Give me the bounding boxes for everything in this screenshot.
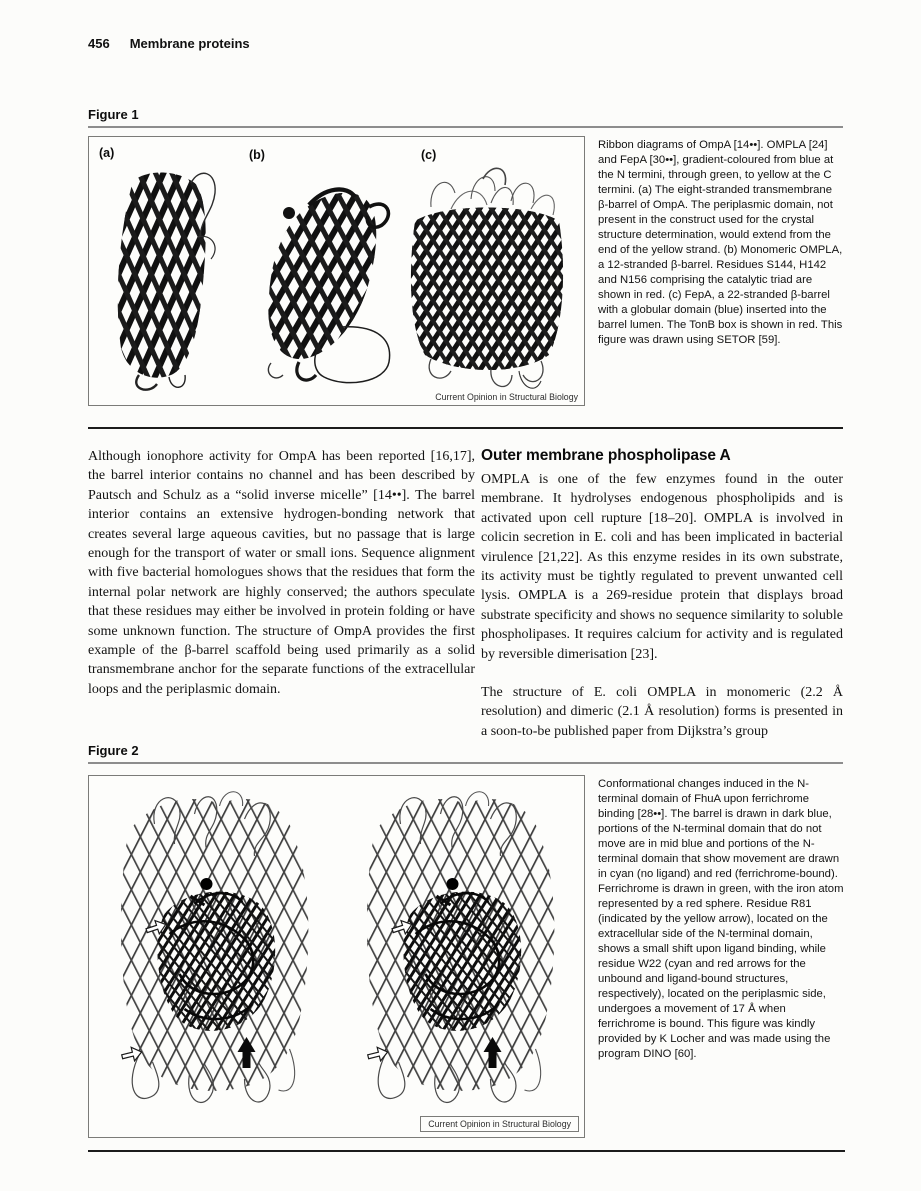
panel-label-c: (c)	[421, 148, 437, 162]
body-paragraph-ompla-1: OMPLA is one of the few enzymes found in the outer membrane. It hydrolyses endogenous phospholipids and is activated upon cell rupture [18–20]. OMPLA is involved in colicin secretion in E. coli and has been implicated in bacterial virulence [21,22]. As this enzyme resides in its own substrate, its activity must be tightly regulated to prevent unwanted cell lysis. OMPLA is a 269-residue protein that displays broad substrate specificity and shows no sequence similarity to soluble phospholipases. It requires calcium for activity and is regulated by reversible dimerisation [23].	[481, 472, 843, 662]
fepa-ribbon-diagram	[391, 159, 573, 397]
figure2-rule	[88, 762, 843, 764]
body-right-column	[481, 447, 843, 741]
running-head	[88, 36, 250, 51]
panel-label-a: (a)	[99, 146, 115, 160]
figure2-journal-credit: Current Opinion in Structural Biology	[420, 1116, 579, 1132]
iron-atom-sphere	[201, 878, 213, 890]
section-divider-bottom	[88, 1150, 845, 1152]
figure1-label: Figure 1	[88, 107, 139, 122]
section-heading-ompla: Outer membrane phospholipase A	[481, 447, 731, 464]
ompla-ribbon-diagram	[241, 177, 401, 392]
figure2-box	[88, 775, 585, 1138]
figure1-rule	[88, 126, 843, 128]
figure2-caption: Conformational changes induced in the N-terminal domain of FhuA upon ferrichrome binding [28••]. The barrel is drawn in dark blue, portions of the N-terminal domain that do not move are in mid blue and portions of the N-terminal domain that show movement are drawn in cyan (no ligand) and red (ferrichrome-bound). Ferrichrome is drawn in green, with the iron atom represented by a red sphere. Residue R81 (indicated by the yellow arrow), located on the extracellular side of the N-terminal domain, shows a small shift upon ligand binding, while residue W22 (cyan and red arrows for the unbound and ligand-bound structures, respectively), located on the periplasmic side, undergoes a movement of 17 Å when ferrichrome is bound. This figure was kindly provided by K Locher and was made using the program DINO [60].	[598, 778, 844, 1060]
panel-label-b: (b)	[249, 148, 265, 162]
page-number: 456	[88, 36, 110, 51]
figure2-label: Figure 2	[88, 743, 139, 758]
ompa-ribbon-diagram	[99, 163, 237, 395]
figure1-journal-credit: Current Opinion in Structural Biology	[435, 392, 578, 402]
section-divider-top	[88, 427, 843, 429]
figure1-box	[88, 136, 585, 406]
running-title: Membrane proteins	[129, 36, 250, 51]
body-left-column	[88, 447, 475, 699]
fhua-stereo-left	[93, 784, 331, 1114]
body-paragraph-ompa: Although ionophore activity for OmpA has been reported [16,17], the barrel interior contains no channel and has been described by Pautsch and Schulz as a “solid inverse micelle” [14••]. The barrel interior contains an extensive hydrogen-bonding network that creates several large aqueous cavities, but no passage that is large enough for the transport of water or small ions. Sequence alignment with five bacterial homologues shows that the residues that form the internal polar network are highly conserved; the authors speculate that these residues may either be involved in protein folding or have some unknown function. The structure of OmpA provides the first example of the β-barrel scaffold being used primarily as a solid transmembrane anchor for the separate functions of the extracellular loops and the periplasmic domain.	[88, 449, 475, 697]
figure1-caption: Ribbon diagrams of OmpA [14••]. OMPLA [24] and FepA [30••], gradient-coloured from blue at the N termini, through green, to yellow at the C termini. (a) The eight-stranded transmembrane β-barrel of OmpA. The periplasmic domain, not present in the construct used for the crystal structure determination, would extend from the end of the yellow strand. (b) Monomeric OMPLA, a 12-stranded β-barrel. Residues S144, H142 and N156 comprising the catalytic triad are shown in red. (c) FepA, a 22-stranded β-barrel with a globular domain (blue) inserted into the barrel lumen. The TonB box is shown in red. This figure was drawn using SETOR [59].	[598, 139, 843, 346]
fhua-stereo-right	[339, 784, 577, 1114]
body-paragraph-ompla-2: The structure of E. coli OMPLA in monomeric (2.2 Å resolution) and dimeric (2.1 Å resolution) forms is presented in a soon-to-be published paper from Dijkstra’s group	[481, 685, 843, 739]
